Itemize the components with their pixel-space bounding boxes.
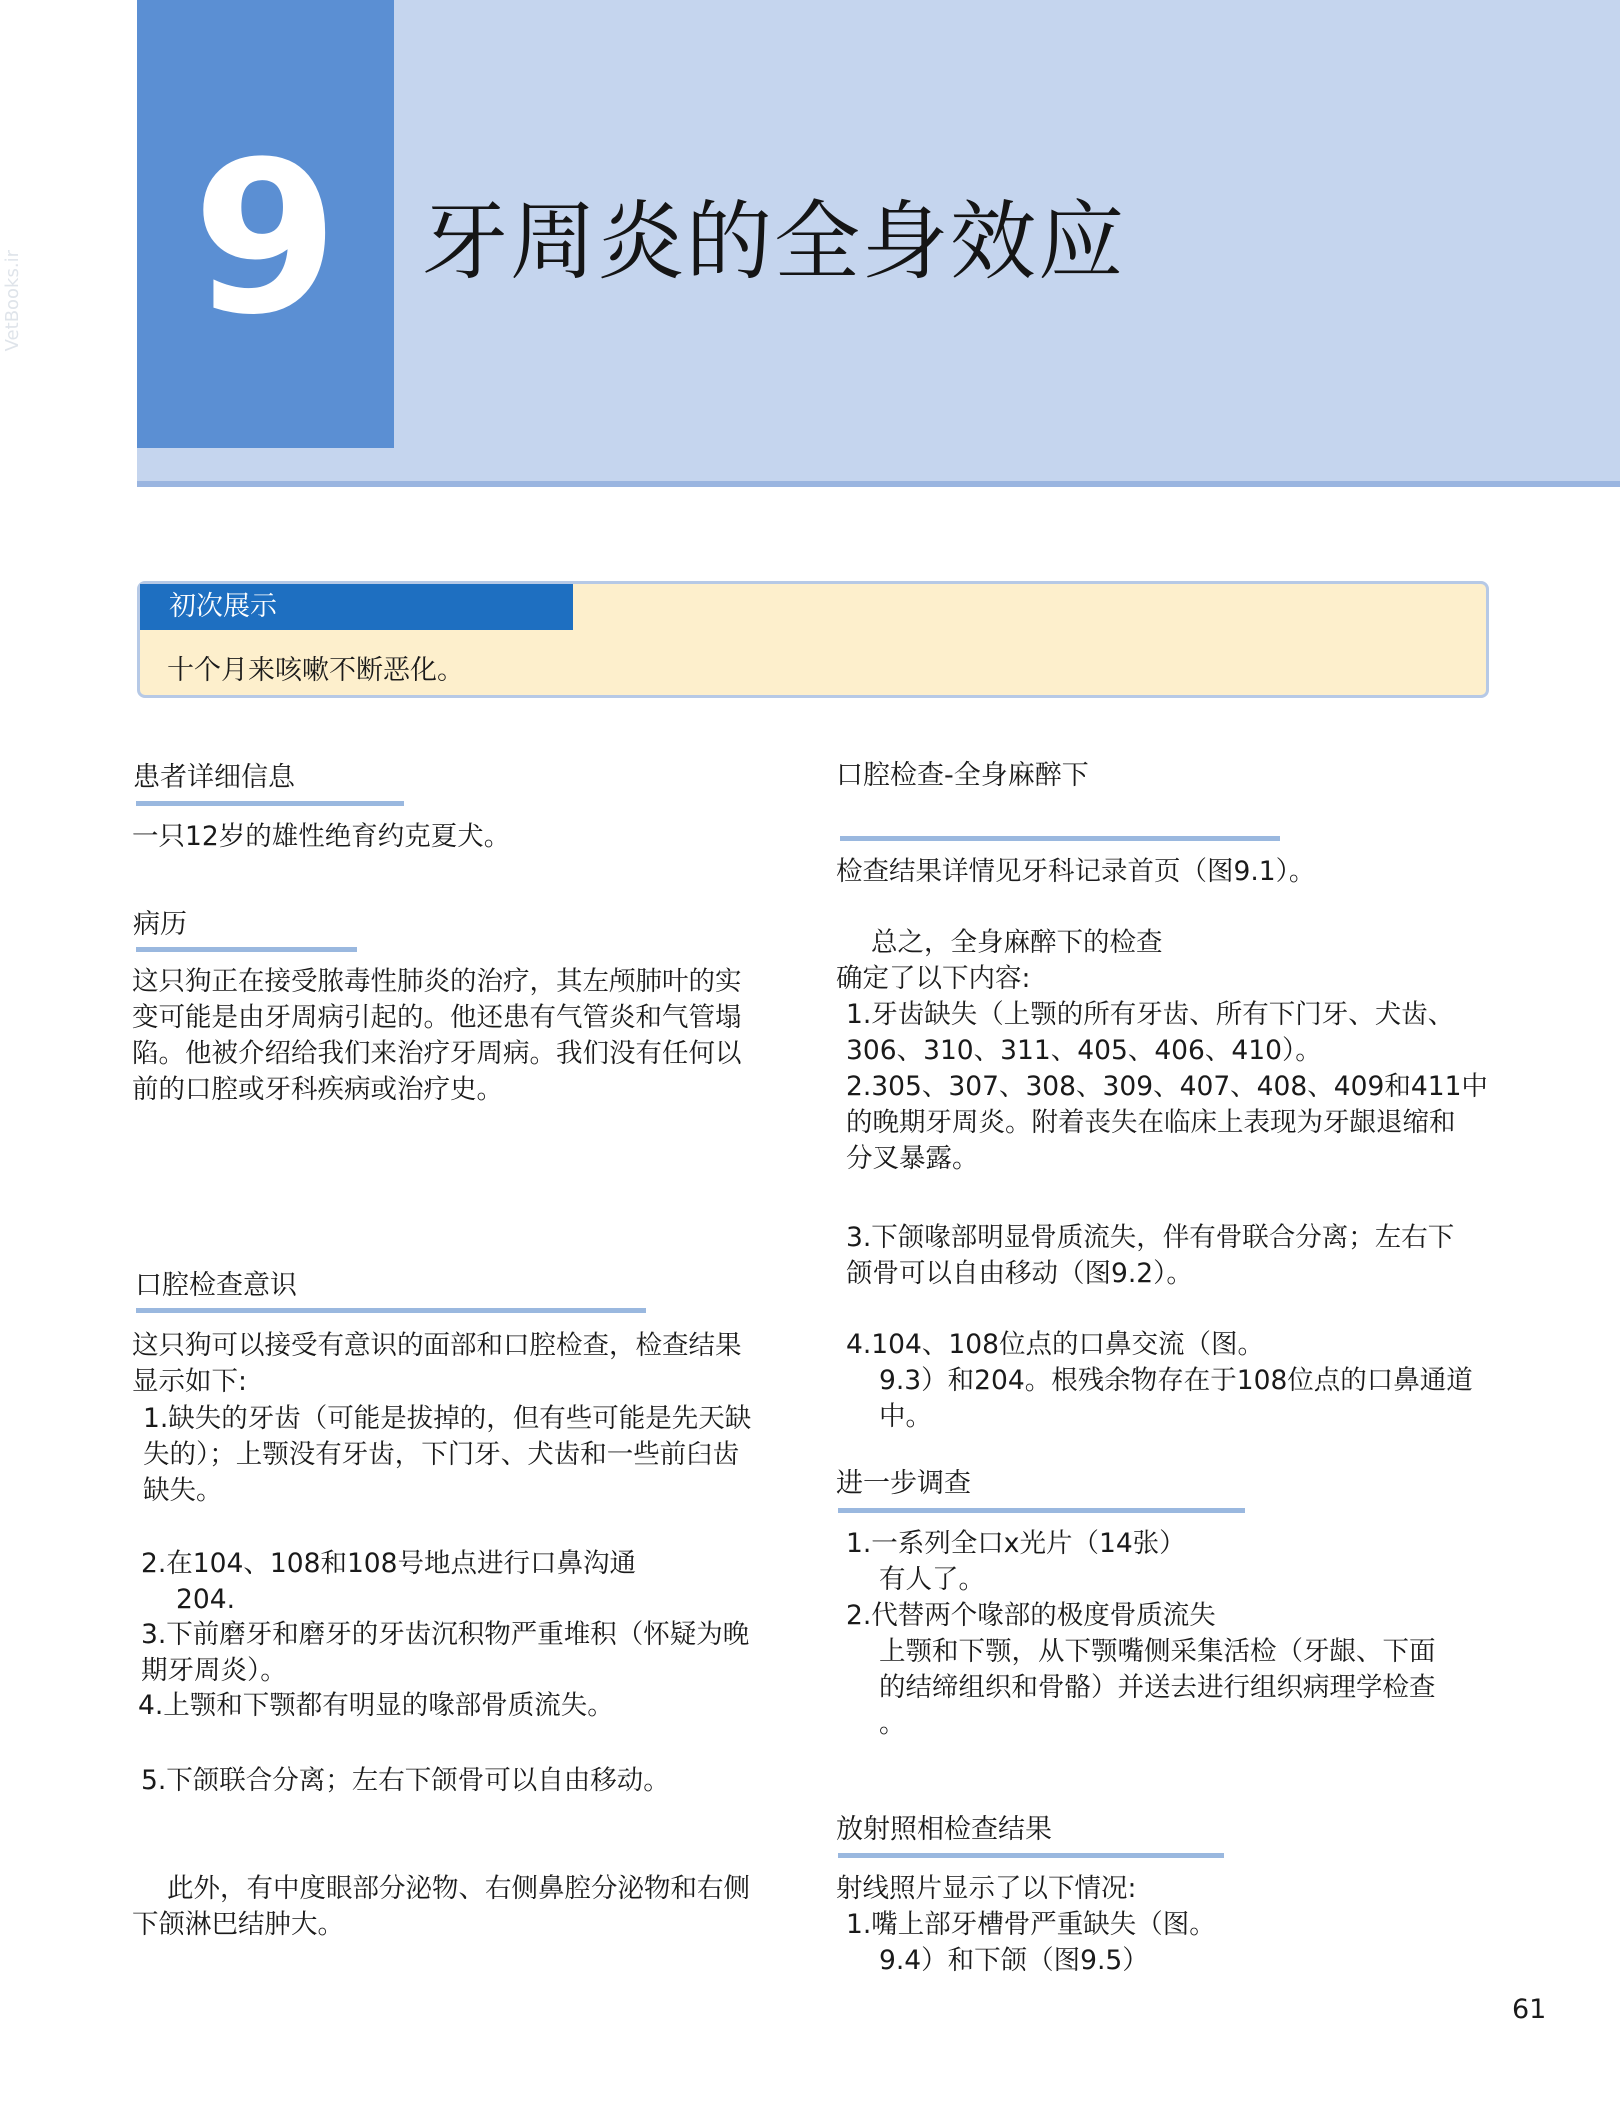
conscious-exam-intro: 这只狗可以接受有意识的面部和口腔检查，检查结果 显示如下:	[132, 1330, 742, 1397]
history-text: 这只狗正在接受脓毒性肺炎的治疗，其左颅肺叶的实 变可能是由牙周病引起的。他还患有气管炎和气管塌 陷。他被介绍给我们来治疗牙周病。我们没有任何以 前的口腔或牙科疾病或治疗史。	[132, 966, 742, 1105]
radiology-intro: 射线照片显示了以下情况:	[836, 1873, 1137, 1904]
further-investigation-heading: 进一步调查	[836, 1468, 971, 1499]
conscious-exam-item-4: 4.上颚和下颚都有明显的喙部骨质流失。	[138, 1690, 614, 1721]
heading-rule	[840, 836, 1280, 841]
radiology-heading: 放射照相检查结果	[836, 1814, 1052, 1845]
anesthesia-exam-intro: 总之，全身麻醉下的检查 确定了以下内容:	[836, 927, 1163, 994]
anesthesia-exam-item-1: 1.牙齿缺失（上颚的所有牙齿、所有下门牙、犬齿、 306、310、311、405、406、410）。	[846, 999, 1455, 1066]
header-divider	[137, 481, 1620, 487]
presentation-label: 初次展示	[140, 584, 573, 630]
page-number: 61	[1512, 1994, 1547, 2025]
heading-rule	[136, 1308, 646, 1313]
patient-details-text: 一只12岁的雄性绝育约克夏犬。	[132, 821, 511, 852]
conscious-exam-heading: 口腔检查意识	[135, 1270, 297, 1301]
anesthesia-exam-reference: 检查结果详情见牙科记录首页（图9.1）。	[836, 856, 1316, 887]
conscious-exam-item-2: 2.在104、108和108号地点进行口鼻沟通 204.	[141, 1548, 637, 1615]
chapter-number-box	[137, 0, 394, 448]
conscious-exam-item-1: 1.缺失的牙齿（可能是拔掉的，但有些可能是先天缺 失的）；上颚没有牙齿，下门牙、犬齿和一些前臼齿 缺失。	[143, 1403, 752, 1506]
history-heading: 病历	[133, 909, 187, 940]
heading-rule	[136, 947, 357, 952]
patient-details-heading: 患者详细信息	[133, 762, 295, 793]
conscious-exam-item-5: 5.下颌联合分离；左右下颌骨可以自由移动。	[141, 1765, 670, 1796]
anesthesia-exam-item-2: 2.305、307、308、309、407、408、409和411中 的晚期牙周炎。附着丧失在临床上表现为牙龈退缩和 分叉暴露。	[846, 1071, 1488, 1174]
watermark-text: VetBooks.ir	[2, 250, 23, 352]
anesthesia-exam-heading: 口腔检查-全身麻醉下	[836, 760, 1089, 791]
further-investigation-item-1: 1.一系列全口x光片（14张） 有人了。	[846, 1528, 1186, 1595]
heading-rule	[838, 1508, 1245, 1513]
conscious-exam-additional: 此外，有中度眼部分泌物、右侧鼻腔分泌物和右侧 下颌淋巴结肿大。	[132, 1873, 750, 1940]
anesthesia-exam-item-4: 4.104、108位点的口鼻交流（图。 9.3）和204。根残余物存在于108位点的口鼻通道 中。	[846, 1329, 1473, 1432]
further-investigation-item-2: 2.代替两个喙部的极度骨质流失 上颚和下颚，从下颚嘴侧采集活检（牙龈、下面 的结缔组织和骨骼）并送去进行组织病理学检查 。	[846, 1600, 1436, 1739]
radiology-item-1: 1.嘴上部牙槽骨严重缺失（图。 9.4）和下颌（图9.5）	[846, 1909, 1216, 1976]
conscious-exam-item-3: 3.下前磨牙和磨牙的牙齿沉积物严重堆积（怀疑为晚 期牙周炎）。	[141, 1619, 750, 1686]
chapter-title: 牙周炎的全身效应	[422, 192, 1126, 292]
presentation-text: 十个月来咳嗽不断恶化。	[167, 655, 464, 686]
anesthesia-exam-item-3: 3.下颌喙部明显骨质流失，伴有骨联合分离；左右下 颌骨可以自由移动（图9.2）。	[846, 1222, 1455, 1289]
presentation-box	[137, 581, 1489, 698]
chapter-number: 9	[192, 116, 339, 361]
heading-rule	[136, 801, 404, 806]
heading-rule	[838, 1853, 1224, 1858]
